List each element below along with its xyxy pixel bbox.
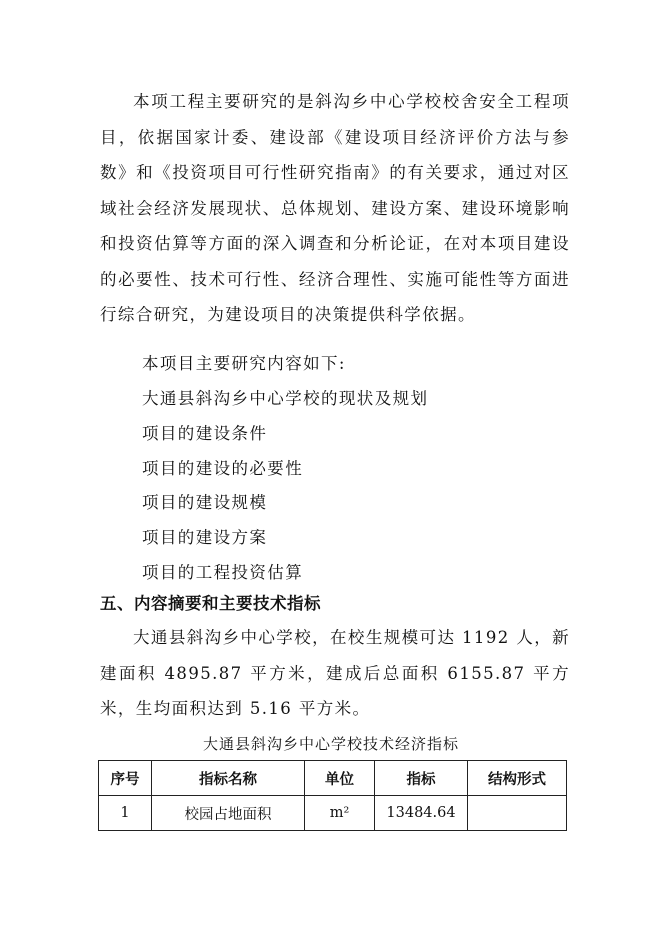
section-heading: 五、内容摘要和主要技术指标 — [100, 594, 321, 613]
research-item: 项目的工程投资估算 — [142, 563, 304, 582]
cell-unit: m² — [305, 796, 375, 831]
cell-value: 13484.64 — [375, 796, 468, 831]
research-item: 大通县斜沟乡中心学校的现状及规划 — [142, 389, 429, 408]
indicator-table — [98, 760, 567, 831]
table-caption: 大通县斜沟乡中心学校技术经济指标 — [202, 735, 459, 753]
header-index: 序号 — [99, 761, 152, 796]
research-item: 项目的建设条件 — [142, 424, 268, 443]
intro-paragraph: 本项工程主要研究的是斜沟乡中心学校校舍安全工程项目，依据国家计委、建设部《建设项目经济评价方法与参数》和《投资项目可行性研究指南》的有关要求，通过对区域社会经济发展现状、总体规划、建设方案、建设环境影响和投资估算等方面的深入调查和分析论证，在对本项目建设的必要性、技术可行性、经济合理性、实施可能性等方面进行综合研究，为建设项目的决策提供科学依据。 — [100, 92, 570, 324]
header-structure: 结构形式 — [468, 761, 567, 796]
cell-structure — [468, 796, 567, 831]
research-intro: 本项目主要研究内容如下: — [142, 354, 346, 373]
research-item: 项目的建设规模 — [142, 493, 268, 512]
header-indicator-name: 指标名称 — [152, 761, 305, 796]
summary-paragraph: 大通县斜沟乡中心学校，在校生规模可达 1192 人，新建面积 4895.87 平方米，建成后总面积 6155.87 平方米，生均面积达到 5.16 平方米。 — [100, 628, 570, 718]
cell-index: 1 — [99, 796, 152, 831]
header-unit: 单位 — [305, 761, 375, 796]
table-row — [99, 796, 567, 831]
header-value: 指标 — [375, 761, 468, 796]
research-item: 项目的建设方案 — [142, 528, 268, 547]
research-item: 项目的建设的必要性 — [142, 459, 304, 478]
cell-indicator-name: 校园占地面积 — [152, 796, 305, 831]
table-header-row — [99, 761, 567, 796]
